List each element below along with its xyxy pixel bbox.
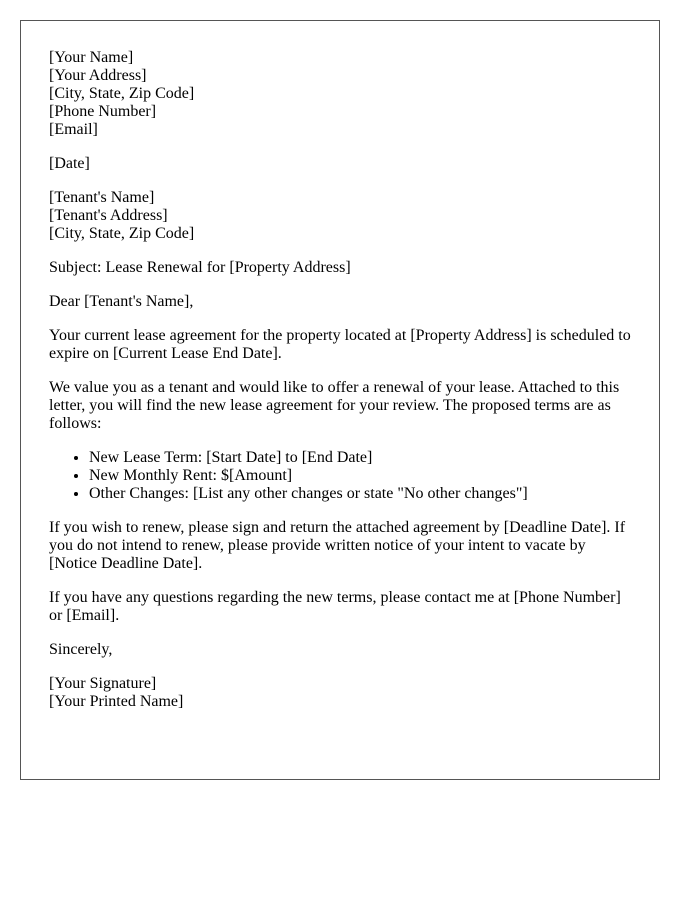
recipient-block (49, 189, 631, 243)
sender-city-state-zip: [City, State, Zip Code] (49, 85, 195, 102)
term-item-lease-term: • New Lease Term: [Start Date] to [End Date] (89, 449, 631, 467)
letter-date: [Date] (49, 155, 90, 172)
signature-block (49, 675, 631, 711)
subject-line: Subject: Lease Renewal for [Property Address] (49, 259, 351, 276)
recipient-address: [Tenant's Address] (49, 207, 168, 224)
sender-phone: [Phone Number] (49, 103, 157, 120)
sender-name: [Your Name] (49, 49, 134, 66)
body-paragraph-2: We value you as a tenant and would like to offer a renewal of your lease. Attached to this letter, you will find the new lease agreement for your review. The proposed terms are as follows: (49, 379, 620, 432)
body-paragraph-4: If you have any questions regarding the new terms, please contact me at [Phone Number] or [Email]. (49, 589, 621, 624)
sender-email: [Email] (49, 121, 98, 138)
signature-line: [Your Signature] (49, 675, 157, 692)
sender-block (49, 49, 631, 139)
sender-address: [Your Address] (49, 67, 147, 84)
printed-name: [Your Printed Name] (49, 693, 184, 710)
recipient-city-state-zip: [City, State, Zip Code] (49, 225, 195, 242)
closing: Sincerely, (49, 641, 113, 658)
body-paragraph-1: Your current lease agreement for the property located at [Property Address] is scheduled to expire on [Current Lease End Date]. (49, 327, 631, 362)
term-item-other-changes: • Other Changes: [List any other changes or state "No other changes"] (89, 485, 631, 503)
salutation: Dear [Tenant's Name], (49, 293, 194, 310)
recipient-name: [Tenant's Name] (49, 189, 155, 206)
term-item-monthly-rent: • New Monthly Rent: $[Amount] (89, 467, 631, 485)
terms-list (49, 449, 631, 503)
body-paragraph-3: If you wish to renew, please sign and return the attached agreement by [Deadline Date]. If you do not intend to renew, please provide written notice of your intent to vacate by [Notice Deadline Date]. (49, 519, 626, 572)
letter-document (20, 20, 660, 780)
